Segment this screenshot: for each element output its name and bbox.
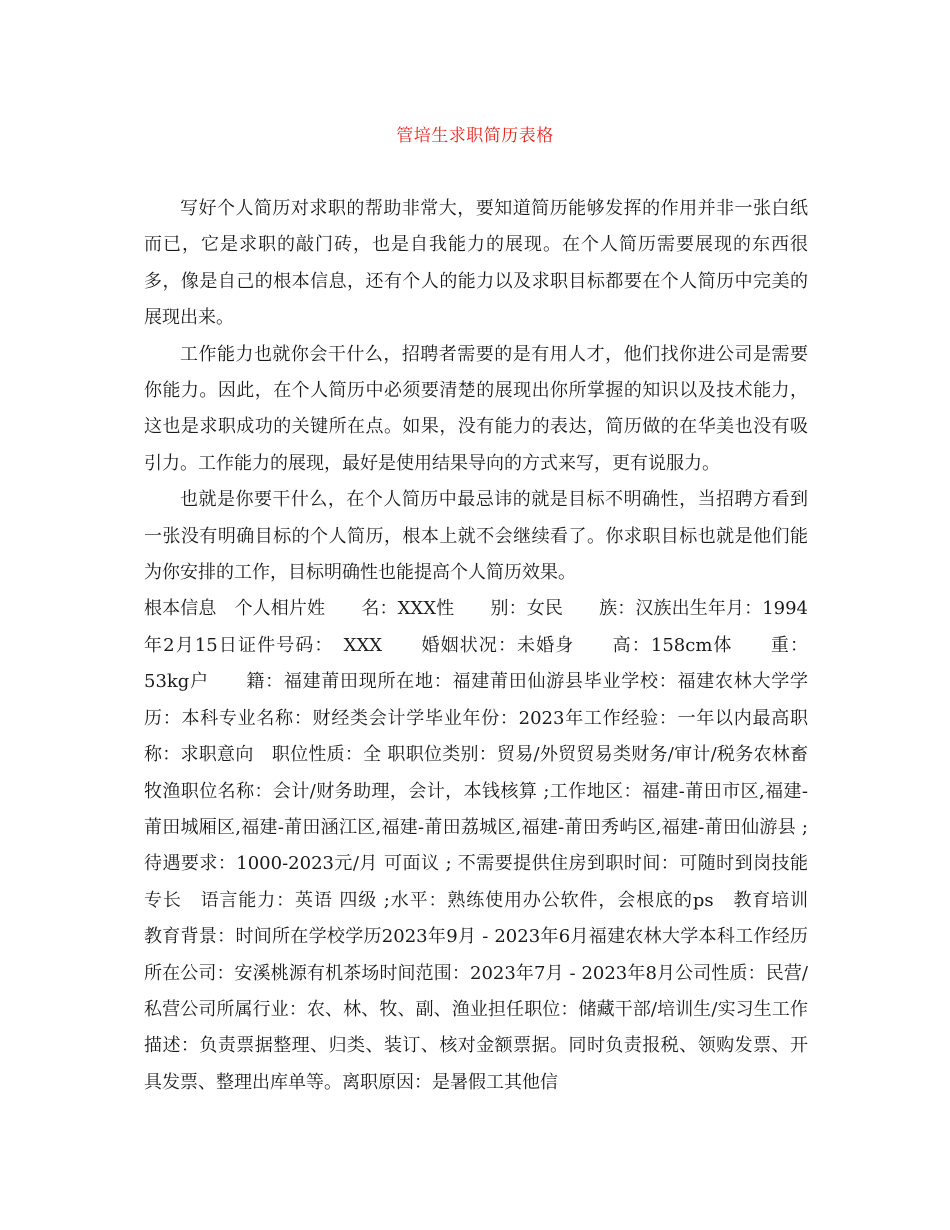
document-title: 管培生求职简历表格	[396, 126, 554, 146]
resume-details-block: 根本信息 个人相片姓 名：XXX性 别：女民 族：汉族出生年月：1994年2月15日证件号码： XXX 婚姻状况：未婚身 高：158cm体 重：53kg户 籍：福建莆田现所在地：福建莆田仙游县毕业学校：福建农林大学学历：本科专业名称：财经类会计学毕业年份：2023年工作经验：一年以内最高职称：求职意向 职位性质：全 职职位类别：贸易/外贸贸易类财务/审计/税务农林畜牧渔职位名称：会计/财务助理，会计，本钱核算 ;工作地区：福建-莆田市区,福建-莆田城厢区,福建-莆田涵江区,福建-莆田荔城区,福建-莆田秀屿区,福建-莆田仙游县 ;待遇要求：1000-2023元/月 可面议 ; 不需要提供住房到职时间：可随时到岗技能专长 语言能力：英语 四级 ;水平：熟练使用办公软件，会根底的ps 教育培训 教育背景：时间所在学校学历2023年9月 - 2023年6月福建农林大学本科工作经历 所在公司：安溪桃源有机茶场时间范围：2023年7月 - 2023年8月公司性质：民营/私营公司所属行业：农、林、牧、副、渔业担任职位：储藏干部/培训生/实习生工作描述：负责票据整理、归类、装订、核对金额票据。同时负责报税、领购发票、开具发票、整理出库单等。离职原因：是暑假工其他信	[144, 598, 844, 1093]
work-ability-paragraph: 工作能力也就你会干什么，招聘者需要的是有用人才，他们找你进公司是需要你能力。因此，在个人简历中必须要清楚的展现出你所掌握的知识以及技术能力，这也是求职成功的关键所在点。如果，没有能力的表达，简历做的在华美也没有吸引力。工作能力的展现，最好是使用结果导向的方式来写，更有说服力。	[144, 343, 808, 474]
document-body	[144, 191, 844, 1101]
intro-paragraph: 写好个人简历对求职的帮助非常大，要知道简历能够发挥的作用并非一张白纸而已，它是求职的敲门砖，也是自我能力的展现。在个人简历需要展现的东西很多，像是自己的根本信息，还有个人的能力以及求职目标都要在个人简历中完美的展现出来。	[144, 198, 808, 329]
career-goal-paragraph: 也就是你要干什么，在个人简历中最忌讳的就是目标不明确性，当招聘方看到一张没有明确目标的个人简历，根本上就不会继续看了。你求职目标也就是他们能为你安排的工作，目标明确性也能提高个人简历效果。	[144, 489, 808, 584]
